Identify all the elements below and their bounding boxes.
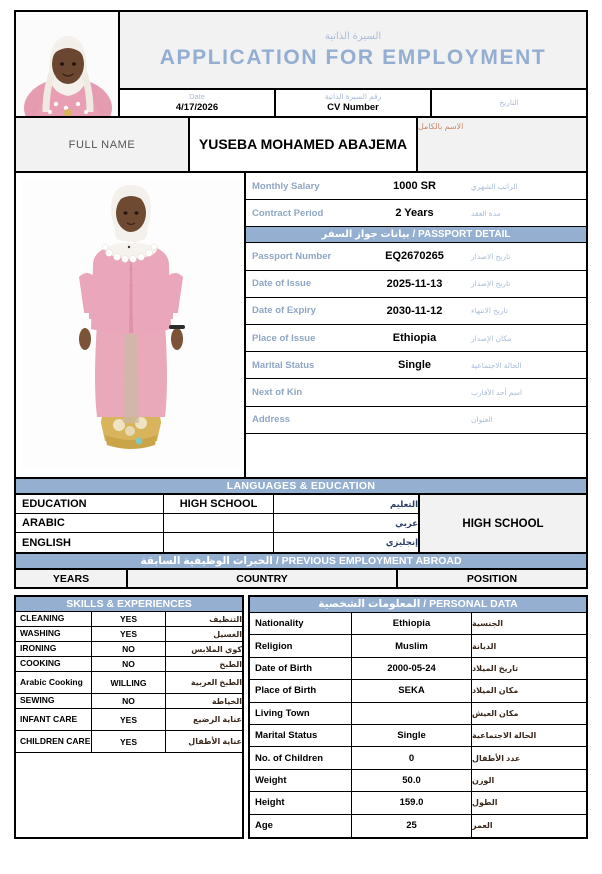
- personal-data-row: [250, 792, 586, 814]
- date-arabic-cell: [432, 90, 586, 116]
- row-label-arabic: كوي الملابس: [191, 644, 242, 654]
- row-value: NO: [92, 642, 166, 656]
- personal-data-row: [250, 703, 586, 725]
- applicant-headshot-photo: [16, 12, 120, 116]
- row-label-arabic: الطول: [472, 798, 498, 808]
- personal-data-bar: المعلومات الشخصية / PERSONAL DATA: [250, 597, 586, 613]
- row-label-arabic: الجنسية: [472, 619, 504, 629]
- headshot-illustration: [16, 12, 120, 116]
- row-label-arabic: التنظيف: [209, 614, 242, 624]
- passport-row: [246, 379, 586, 406]
- row-label: Passport Number: [252, 250, 332, 262]
- row-label-arabic: اسم أحد الأقارب: [471, 387, 523, 397]
- languages-rows: [16, 495, 418, 552]
- photo-and-passport-section: [14, 173, 588, 479]
- personal-data-row: [250, 635, 586, 657]
- row-label: Nationality: [250, 613, 352, 634]
- row-label-arabic: الغسيل: [213, 629, 242, 639]
- row-label-arabic: تاريخ الاصدار: [471, 251, 511, 261]
- row-label-arabic: الطبخ العربية: [190, 678, 242, 687]
- row-label: CLEANING: [16, 612, 92, 626]
- skill-row: [16, 627, 242, 642]
- row-label-arabic: إنجليزي: [385, 537, 418, 547]
- skill-row: [16, 612, 242, 627]
- skill-row: [16, 694, 242, 709]
- previous-employment-header-row: [16, 570, 586, 587]
- row-value: NO: [92, 694, 166, 708]
- education-summary: HIGH SCHOOL: [418, 495, 586, 552]
- full-name-label: FULL NAME: [16, 118, 190, 171]
- row-label-arabic: عربي: [395, 517, 418, 528]
- row-label-arabic: الحالة الاجتماعية: [472, 731, 537, 741]
- row-label: [246, 434, 358, 477]
- column-header-country: COUNTRY: [128, 570, 398, 587]
- row-label: IRONING: [16, 642, 92, 656]
- row-value: YES: [92, 731, 166, 752]
- personal-data-row: [250, 815, 586, 837]
- applicant-full-body-photo: [16, 173, 246, 477]
- row-label-arabic: مكان الميلاد: [472, 686, 519, 696]
- row-value: EQ2670265: [385, 250, 444, 263]
- full-body-illustration: [16, 173, 246, 475]
- title-box: [120, 12, 586, 90]
- personal-data-row: [250, 680, 586, 702]
- row-label-arabic: عدد الأطفال: [472, 753, 521, 763]
- personal-data-row: [250, 770, 586, 792]
- row-label-arabic: مكان العيش: [472, 708, 519, 718]
- row-label: Religion: [250, 635, 352, 656]
- row-value: [358, 379, 471, 405]
- previous-employment-bar: الخبرات الوظيفية السابقة / PREVIOUS EMPLOYMENT ABROAD: [16, 554, 586, 570]
- column-header-position: POSITION: [466, 572, 518, 585]
- row-value: Single: [352, 725, 472, 746]
- passport-row: [246, 325, 586, 352]
- page-title: APPLICATION FOR EMPLOYMENT: [159, 45, 547, 69]
- skills-empty-area: [16, 753, 242, 815]
- passport-row: [246, 298, 586, 325]
- language-row: [16, 533, 418, 552]
- row-label-arabic: العنوان: [471, 415, 493, 425]
- full-name-label-arabic: الاسم بالكامل: [418, 118, 586, 171]
- row-label: Arabic Cooking: [16, 672, 92, 693]
- row-value: 0: [352, 747, 472, 768]
- row-value: 25: [352, 815, 472, 837]
- row-label: SEWING: [16, 694, 92, 708]
- date-label-arabic: التاريخ: [499, 98, 519, 108]
- passport-row: [246, 173, 586, 200]
- row-label: CHILDREN CARE: [16, 731, 92, 752]
- languages-education-body: [16, 495, 586, 552]
- row-label: Marital Status: [252, 359, 315, 371]
- full-name-section: [14, 118, 588, 173]
- row-label: Contract Period: [252, 207, 324, 219]
- row-label: Marital Status: [250, 725, 352, 746]
- row-value: [358, 434, 471, 477]
- row-label: EDUCATION: [16, 495, 164, 513]
- date-value: 4/17/2026: [175, 101, 219, 113]
- row-value: Muslim: [352, 635, 472, 656]
- row-value: Single: [397, 359, 431, 372]
- row-value: YES: [92, 627, 166, 641]
- row-label: INFANT CARE: [16, 709, 92, 730]
- personal-data-table: [248, 595, 588, 839]
- row-label-arabic: الطبخ: [219, 659, 242, 669]
- full-name-value: YUSEBA MOHAMED ABAJEMA: [190, 118, 418, 171]
- languages-education-section: [14, 479, 588, 554]
- cv-number-label-arabic: رقم السيرة الذاتية: [324, 92, 382, 102]
- personal-data-row: [250, 725, 586, 747]
- passport-row: [246, 352, 586, 379]
- passport-detail-bar: بيانات جواز السفر / PASSPORT DETAIL: [246, 227, 586, 243]
- personal-data-row: [250, 658, 586, 680]
- passport-row: [246, 271, 586, 298]
- passport-row: [246, 243, 586, 270]
- row-value: NO: [92, 657, 166, 671]
- row-label-arabic: تاريخ الانتهاء: [471, 306, 508, 316]
- row-value: 1000 SR: [393, 180, 436, 193]
- row-label-arabic: التعليم: [390, 498, 418, 509]
- skill-row: [16, 657, 242, 672]
- row-label: Date of Issue: [252, 278, 312, 290]
- row-value: [164, 533, 274, 552]
- row-label: Address: [252, 414, 291, 426]
- row-label: ARABIC: [16, 514, 164, 532]
- row-label: Living Town: [250, 703, 352, 724]
- row-value: SEKA: [352, 680, 472, 701]
- language-row: [16, 514, 418, 533]
- skill-row: [16, 672, 242, 694]
- row-label-arabic: مدة العقد: [471, 208, 501, 218]
- row-label-arabic: مكان الإصدار: [471, 333, 512, 343]
- row-label: Date of Expiry: [252, 305, 316, 317]
- header-right-panel: [120, 12, 586, 116]
- row-value: YES: [92, 612, 166, 626]
- passport-row: [246, 407, 586, 434]
- row-label: Next of Kin: [252, 386, 303, 398]
- row-label-arabic: الخياطة: [211, 696, 242, 706]
- personal-data-row: [250, 613, 586, 635]
- skill-row: [16, 642, 242, 657]
- row-value: [352, 703, 472, 724]
- row-label: Age: [250, 815, 352, 837]
- row-value: [358, 407, 471, 433]
- row-label: Height: [250, 792, 352, 813]
- row-label-arabic: [471, 434, 586, 477]
- row-label-arabic: الراتب الشهري: [471, 181, 518, 191]
- page-title-arabic: السيرة الذاتية: [324, 30, 382, 42]
- row-value: 2000-05-24: [352, 658, 472, 679]
- row-label-arabic: العمر: [472, 821, 493, 831]
- row-label-arabic: عناية الأطفال: [188, 737, 242, 746]
- date-label: Date: [189, 92, 205, 102]
- language-row: [16, 495, 418, 514]
- cv-number-label: CV Number: [327, 101, 379, 113]
- row-label: Place of Issue: [252, 332, 316, 344]
- row-value: 2030-11-12: [386, 304, 443, 317]
- row-value: Ethiopia: [352, 613, 472, 634]
- cv-number-cell: [276, 90, 432, 116]
- passport-row: [246, 200, 586, 227]
- personal-data-row: [250, 747, 586, 769]
- row-label: No. of Children: [250, 747, 352, 768]
- previous-employment-section: [14, 554, 588, 589]
- row-label-arabic: تاريخ الميلاد: [472, 663, 519, 673]
- row-value: HIGH SCHOOL: [164, 495, 274, 513]
- languages-education-bar: LANGUAGES & EDUCATION: [16, 479, 586, 495]
- row-label-arabic: تاريخ الإصدار: [471, 279, 511, 289]
- row-label: WASHING: [16, 627, 92, 641]
- passport-row-empty: [246, 434, 586, 477]
- row-value: 159.0: [352, 792, 472, 813]
- row-value: [164, 514, 274, 532]
- skills-experiences-table: [14, 595, 244, 839]
- document-header: [14, 10, 588, 118]
- skill-row: [16, 731, 242, 753]
- row-value: 50.0: [352, 770, 472, 791]
- passport-detail-panel: [246, 173, 586, 477]
- row-value: 2025-11-13: [386, 277, 443, 290]
- row-label: COOKING: [16, 657, 92, 671]
- skill-row: [16, 709, 242, 731]
- date-row: [120, 90, 586, 116]
- row-label: Monthly Salary: [252, 180, 320, 192]
- row-label-arabic: الوزن: [472, 775, 495, 785]
- row-label-arabic: الحالة الاجتماعية: [471, 360, 522, 370]
- row-label: Date of Birth: [250, 658, 352, 679]
- bottom-tables: [14, 595, 588, 839]
- row-label: Weight: [250, 770, 352, 791]
- date-cell: [120, 90, 276, 116]
- row-value: 2 Years: [395, 207, 434, 220]
- row-value: Ethiopia: [392, 332, 437, 345]
- row-label: Place of Birth: [250, 680, 352, 701]
- column-header-years: YEARS: [16, 570, 128, 587]
- row-label: ENGLISH: [16, 533, 164, 552]
- row-label-arabic: الديانة: [472, 641, 497, 651]
- row-value: WILLING: [92, 672, 166, 693]
- row-value: YES: [92, 709, 166, 730]
- skills-experiences-bar: SKILLS & EXPERIENCES: [16, 597, 242, 612]
- row-label-arabic: عناية الرضيع: [193, 715, 242, 724]
